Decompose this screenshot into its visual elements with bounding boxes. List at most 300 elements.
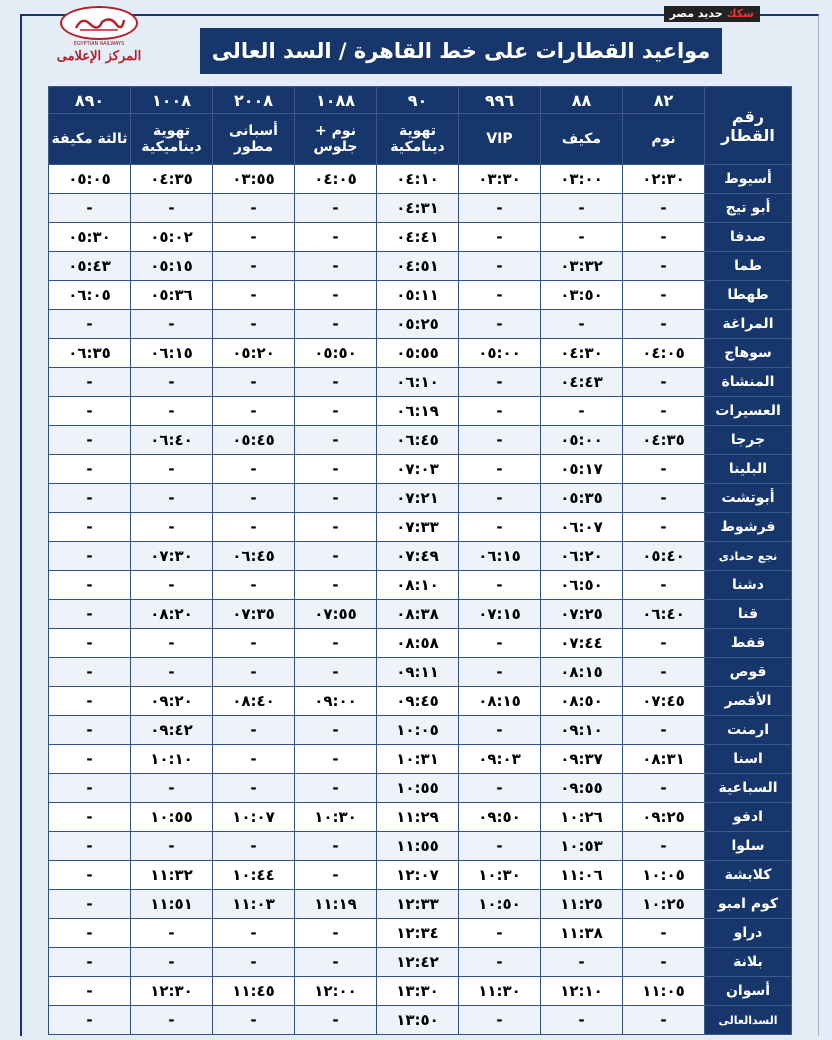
departure-time: ١٢:٤٢ <box>377 948 459 977</box>
departure-time: ١٠:٠٥ <box>623 861 705 890</box>
departure-time: - <box>459 397 541 426</box>
departure-time: ٠٥:٠٠ <box>459 339 541 368</box>
departure-time: ٠٩:١٠ <box>541 716 623 745</box>
departure-time: - <box>459 716 541 745</box>
departure-time: - <box>295 310 377 339</box>
table-row <box>49 774 792 803</box>
station-name: السدالعالى <box>705 1006 792 1035</box>
departure-time: ٠٥:٠٠ <box>541 426 623 455</box>
departure-time: ٠٤:٠٥ <box>295 165 377 194</box>
train-number: ٨٨ <box>541 87 623 114</box>
departure-time: - <box>541 310 623 339</box>
departure-time: ٠٨:٣٨ <box>377 600 459 629</box>
departure-time: - <box>459 513 541 542</box>
departure-time: - <box>49 513 131 542</box>
station-name: سوهاج <box>705 339 792 368</box>
station-name: السباعية <box>705 774 792 803</box>
departure-time: ١٠:٣٠ <box>295 803 377 832</box>
departure-time: ٠٣:٣٢ <box>541 252 623 281</box>
departure-time: - <box>623 513 705 542</box>
departure-time: ٠٦:٠٧ <box>541 513 623 542</box>
table-row <box>49 165 792 194</box>
departure-time: - <box>131 1006 213 1035</box>
departure-time: ١١:٤٥ <box>213 977 295 1006</box>
departure-time: - <box>459 774 541 803</box>
departure-time: ٠٧:٢٥ <box>541 600 623 629</box>
departure-time: ٠٩:٥٥ <box>541 774 623 803</box>
departure-time: - <box>213 310 295 339</box>
departure-time: - <box>541 397 623 426</box>
departure-time: - <box>295 252 377 281</box>
departure-time: - <box>623 658 705 687</box>
departure-time: ٠٨:٣١ <box>623 745 705 774</box>
departure-time: ١١:٥٥ <box>377 832 459 861</box>
train-type-row <box>49 114 792 165</box>
departure-time: ٠٣:٥٠ <box>541 281 623 310</box>
departure-time: ٠٧:٣٣ <box>377 513 459 542</box>
departure-time: - <box>49 455 131 484</box>
station-name: بلانة <box>705 948 792 977</box>
table-row <box>49 426 792 455</box>
departure-time: ٠٥:٣٦ <box>131 281 213 310</box>
departure-time: - <box>131 919 213 948</box>
departure-time: ٠٨:١٠ <box>377 571 459 600</box>
departure-time: - <box>131 368 213 397</box>
train-type: تهوية دينامكية <box>377 114 459 165</box>
train-type: ثالثة مكيفة <box>49 114 131 165</box>
departure-time: ١١:٥١ <box>131 890 213 919</box>
table-row <box>49 658 792 687</box>
departure-time: - <box>295 194 377 223</box>
departure-time: ٠٦:٤٠ <box>623 600 705 629</box>
station-name: أبو تيج <box>705 194 792 223</box>
train-number: ٨٢ <box>623 87 705 114</box>
departure-time: ٠٤:٠٥ <box>623 339 705 368</box>
departure-time: - <box>459 310 541 339</box>
table-row <box>49 919 792 948</box>
station-name: اسنا <box>705 745 792 774</box>
departure-time: ٠٨:١٥ <box>541 658 623 687</box>
departure-time: - <box>213 397 295 426</box>
station-name: أبوتشت <box>705 484 792 513</box>
departure-time: ٠٣:٣٠ <box>459 165 541 194</box>
departure-time: - <box>623 194 705 223</box>
departure-time: ٠٥:١٥ <box>131 252 213 281</box>
departure-time: ١٠:٥٠ <box>459 890 541 919</box>
departure-time: ١٠:٥٥ <box>131 803 213 832</box>
departure-time: - <box>623 484 705 513</box>
departure-time: - <box>49 948 131 977</box>
departure-time: ١١:٢٩ <box>377 803 459 832</box>
train-type: أسبانى مطور <box>213 114 295 165</box>
station-name: كلابشة <box>705 861 792 890</box>
table-row <box>49 1006 792 1035</box>
departure-time: ١١:٠٦ <box>541 861 623 890</box>
departure-time: - <box>213 571 295 600</box>
table-row <box>49 629 792 658</box>
train-number-header: رقم القطار <box>705 87 792 165</box>
departure-time: - <box>213 948 295 977</box>
departure-time: ٠٨:٢٠ <box>131 600 213 629</box>
departure-time: - <box>295 658 377 687</box>
table-row <box>49 310 792 339</box>
departure-time: - <box>623 716 705 745</box>
departure-time: - <box>295 832 377 861</box>
departure-time: ٠٧:٠٣ <box>377 455 459 484</box>
departure-time: - <box>49 919 131 948</box>
station-name: المنشاة <box>705 368 792 397</box>
departure-time: - <box>295 861 377 890</box>
departure-time: - <box>131 455 213 484</box>
departure-time: - <box>459 252 541 281</box>
departure-time: ١٢:٣٤ <box>377 919 459 948</box>
station-name: الأقصر <box>705 687 792 716</box>
departure-time: ١٠:٢٦ <box>541 803 623 832</box>
train-number: ٩٠ <box>377 87 459 114</box>
departure-time: - <box>49 426 131 455</box>
departure-time: ٠٩:٥٠ <box>459 803 541 832</box>
departure-time: ٠٦:٤٥ <box>213 542 295 571</box>
departure-time: - <box>459 426 541 455</box>
departure-time: - <box>623 252 705 281</box>
departure-time: ٠٢:٣٠ <box>623 165 705 194</box>
table-row <box>49 281 792 310</box>
departure-time: ١٢:٣٣ <box>377 890 459 919</box>
departure-time: - <box>213 368 295 397</box>
departure-time: ٠٩:١١ <box>377 658 459 687</box>
departure-time: ٠٧:٣٥ <box>213 600 295 629</box>
table-row <box>49 223 792 252</box>
departure-time: - <box>131 194 213 223</box>
station-name: قفط <box>705 629 792 658</box>
table-row <box>49 368 792 397</box>
departure-time: ٠٦:١٥ <box>131 339 213 368</box>
departure-time: - <box>295 948 377 977</box>
departure-time: - <box>213 281 295 310</box>
departure-time: ٠٧:٤٩ <box>377 542 459 571</box>
departure-time: - <box>49 484 131 513</box>
departure-time: ٠٥:٣٠ <box>49 223 131 252</box>
table-row <box>49 339 792 368</box>
departure-time: - <box>49 542 131 571</box>
table-row <box>49 513 792 542</box>
station-name: دراو <box>705 919 792 948</box>
departure-time: - <box>295 1006 377 1035</box>
departure-time: ٠٧:٣٠ <box>131 542 213 571</box>
railways-logo <box>40 6 158 70</box>
station-name: نجع حمادى <box>705 542 792 571</box>
departure-time: - <box>459 281 541 310</box>
departure-time: - <box>49 745 131 774</box>
table-row <box>49 832 792 861</box>
departure-time: - <box>49 1006 131 1035</box>
departure-time: - <box>49 977 131 1006</box>
departure-time: ١٠:٠٧ <box>213 803 295 832</box>
departure-time: ٠٥:٢٥ <box>377 310 459 339</box>
departure-time: - <box>213 484 295 513</box>
station-name: طهطا <box>705 281 792 310</box>
train-number: ٨٩٠ <box>49 87 131 114</box>
train-type: نوم <box>623 114 705 165</box>
departure-time: ٠٣:٠٠ <box>541 165 623 194</box>
departure-time: ١١:٣٠ <box>459 977 541 1006</box>
departure-time: - <box>295 629 377 658</box>
table-row <box>49 803 792 832</box>
departure-time: - <box>131 629 213 658</box>
departure-time: ٠٤:١٠ <box>377 165 459 194</box>
station-name: طما <box>705 252 792 281</box>
station-name: البلينا <box>705 455 792 484</box>
departure-time: - <box>623 571 705 600</box>
table-row <box>49 455 792 484</box>
station-name: قوص <box>705 658 792 687</box>
departure-time: - <box>213 252 295 281</box>
table-row <box>49 484 792 513</box>
departure-time: ٠٩:٢٠ <box>131 687 213 716</box>
departure-time: ٠٧:٢١ <box>377 484 459 513</box>
media-center-label: المركز الإعلامى <box>56 49 142 64</box>
logo-english-name: EGYPTIAN RAILWAYS <box>73 41 125 47</box>
departure-time: ٠٣:٥٥ <box>213 165 295 194</box>
station-name: أسوان <box>705 977 792 1006</box>
source-badge-text: حديد مصر <box>669 7 727 20</box>
departure-time: ٠٧:١٥ <box>459 600 541 629</box>
departure-time: - <box>131 310 213 339</box>
departure-time: - <box>459 455 541 484</box>
departure-time: - <box>213 832 295 861</box>
departure-time: - <box>295 542 377 571</box>
departure-time: ٠٥:٥٥ <box>377 339 459 368</box>
timetable <box>48 86 792 1028</box>
departure-time: - <box>213 194 295 223</box>
departure-time: - <box>213 1006 295 1035</box>
logo-emblem <box>60 6 138 40</box>
departure-time: ٠٤:٣٥ <box>623 426 705 455</box>
departure-time: ٠٨:٥٨ <box>377 629 459 658</box>
departure-time: ٠٥:١١ <box>377 281 459 310</box>
departure-time: ١٠:٣٠ <box>459 861 541 890</box>
timetable-body <box>49 165 792 1035</box>
departure-time: - <box>623 223 705 252</box>
departure-time: - <box>623 774 705 803</box>
train-type: نوم + جلوس <box>295 114 377 165</box>
departure-time: - <box>49 658 131 687</box>
station-name: العسيرات <box>705 397 792 426</box>
departure-time: - <box>49 716 131 745</box>
departure-time: ٠٨:٥٠ <box>541 687 623 716</box>
departure-time: - <box>623 368 705 397</box>
departure-time: ٠٥:٥٠ <box>295 339 377 368</box>
table-row <box>49 687 792 716</box>
station-name: كوم امبو <box>705 890 792 919</box>
table-row <box>49 745 792 774</box>
table-row <box>49 397 792 426</box>
departure-time: - <box>459 948 541 977</box>
train-number: ٢٠٠٨ <box>213 87 295 114</box>
departure-time: ٠٥:٠٥ <box>49 165 131 194</box>
departure-time: - <box>131 658 213 687</box>
source-badge <box>664 6 760 22</box>
departure-time: ٠٩:٢٥ <box>623 803 705 832</box>
departure-time: ١٠:٠٥ <box>377 716 459 745</box>
departure-time: ١٣:٣٠ <box>377 977 459 1006</box>
departure-time: - <box>459 484 541 513</box>
table-row <box>49 571 792 600</box>
train-type: VIP <box>459 114 541 165</box>
departure-time: - <box>49 310 131 339</box>
table-row <box>49 716 792 745</box>
train-number: ٩٩٦ <box>459 87 541 114</box>
station-name: فرشوط <box>705 513 792 542</box>
departure-time: - <box>459 919 541 948</box>
departure-time: - <box>49 774 131 803</box>
departure-time: ٠٦:٥٠ <box>541 571 623 600</box>
timetable-grid <box>48 86 792 1035</box>
departure-time: ١١:٣٨ <box>541 919 623 948</box>
departure-time: - <box>49 890 131 919</box>
train-number: ١٠٨٨ <box>295 87 377 114</box>
departure-time: - <box>623 310 705 339</box>
table-row <box>49 542 792 571</box>
table-row <box>49 600 792 629</box>
departure-time: ٠٥:٢٠ <box>213 339 295 368</box>
departure-time: ١٠:٣١ <box>377 745 459 774</box>
departure-time: ٠٤:٥١ <box>377 252 459 281</box>
departure-time: - <box>213 223 295 252</box>
departure-time: - <box>541 1006 623 1035</box>
departure-time: - <box>213 513 295 542</box>
departure-time: ٠٥:٠٢ <box>131 223 213 252</box>
departure-time: - <box>295 426 377 455</box>
table-row <box>49 948 792 977</box>
departure-time: - <box>131 948 213 977</box>
departure-time: - <box>49 861 131 890</box>
departure-time: - <box>459 1006 541 1035</box>
departure-time: ٠٦:٢٠ <box>541 542 623 571</box>
station-name: دشنا <box>705 571 792 600</box>
departure-time: ٠٤:٤٣ <box>541 368 623 397</box>
source-badge-accent: سكك <box>726 7 754 20</box>
departure-time: - <box>623 832 705 861</box>
table-row <box>49 861 792 890</box>
departure-time: - <box>49 397 131 426</box>
departure-time: ٠٥:٤٥ <box>213 426 295 455</box>
departure-time: ١٠:٢٥ <box>623 890 705 919</box>
departure-time: ٠٦:٠٥ <box>49 281 131 310</box>
departure-time: ٠٩:٤٢ <box>131 716 213 745</box>
departure-time: - <box>295 281 377 310</box>
departure-time: - <box>213 455 295 484</box>
departure-time: ٠٤:٣٥ <box>131 165 213 194</box>
station-name: صدفا <box>705 223 792 252</box>
departure-time: - <box>213 716 295 745</box>
departure-time: - <box>213 919 295 948</box>
train-type: مكيف <box>541 114 623 165</box>
departure-time: - <box>213 658 295 687</box>
departure-time: ١٢:٣٠ <box>131 977 213 1006</box>
station-name: سلوا <box>705 832 792 861</box>
departure-time: - <box>131 832 213 861</box>
departure-time: ٠٦:١٥ <box>459 542 541 571</box>
departure-time: - <box>295 745 377 774</box>
departure-time: - <box>49 368 131 397</box>
departure-time: - <box>541 948 623 977</box>
departure-time: ١٢:٠٧ <box>377 861 459 890</box>
departure-time: ٠٩:٤٥ <box>377 687 459 716</box>
table-row <box>49 194 792 223</box>
station-name: جرجا <box>705 426 792 455</box>
page-title: مواعيد القطارات على خط القاهرة / السد العالى <box>200 28 722 74</box>
station-name: ارمنت <box>705 716 792 745</box>
departure-time: ١٠:١٠ <box>131 745 213 774</box>
departure-time: - <box>295 223 377 252</box>
departure-time: - <box>623 948 705 977</box>
departure-time: ٠٦:٤٥ <box>377 426 459 455</box>
departure-time: ٠٥:١٧ <box>541 455 623 484</box>
departure-time: ٠٧:٤٤ <box>541 629 623 658</box>
departure-time: - <box>213 745 295 774</box>
departure-time: - <box>623 281 705 310</box>
departure-time: - <box>49 600 131 629</box>
departure-time: - <box>131 484 213 513</box>
departure-time: - <box>295 919 377 948</box>
departure-time: - <box>623 455 705 484</box>
departure-time: - <box>213 774 295 803</box>
departure-time: - <box>459 571 541 600</box>
departure-time: - <box>49 803 131 832</box>
departure-time: - <box>295 774 377 803</box>
departure-time: ٠٤:٤١ <box>377 223 459 252</box>
station-name: قنا <box>705 600 792 629</box>
departure-time: - <box>295 397 377 426</box>
table-row <box>49 890 792 919</box>
departure-time: ٠٥:٤٠ <box>623 542 705 571</box>
departure-time: ٠٧:٤٥ <box>623 687 705 716</box>
departure-time: - <box>459 658 541 687</box>
departure-time: ١٢:١٠ <box>541 977 623 1006</box>
table-row <box>49 252 792 281</box>
departure-time: - <box>459 223 541 252</box>
train-number-row <box>49 87 792 114</box>
departure-time: ١٠:٥٣ <box>541 832 623 861</box>
departure-time: ٠٤:٣٠ <box>541 339 623 368</box>
departure-time: - <box>459 629 541 658</box>
departure-time: ١١:٠٥ <box>623 977 705 1006</box>
table-row <box>49 977 792 1006</box>
departure-time: - <box>49 629 131 658</box>
station-name: المراغة <box>705 310 792 339</box>
departure-time: ٠٦:٤٠ <box>131 426 213 455</box>
departure-time: - <box>49 194 131 223</box>
departure-time: ٠٤:٣١ <box>377 194 459 223</box>
departure-time: - <box>295 716 377 745</box>
departure-time: ٠٧:٥٥ <box>295 600 377 629</box>
departure-time: ١١:٠٣ <box>213 890 295 919</box>
departure-time: ٠٨:٤٠ <box>213 687 295 716</box>
departure-time: ٠٥:٣٥ <box>541 484 623 513</box>
departure-time: - <box>49 571 131 600</box>
departure-time: ٠٩:٠٠ <box>295 687 377 716</box>
departure-time: - <box>541 223 623 252</box>
departure-time: - <box>131 397 213 426</box>
departure-time: ٠٩:٠٣ <box>459 745 541 774</box>
station-name: ادفو <box>705 803 792 832</box>
departure-time: ١٠:٤٤ <box>213 861 295 890</box>
departure-time: ٠٦:٣٥ <box>49 339 131 368</box>
departure-time: ١٣:٥٠ <box>377 1006 459 1035</box>
departure-time: - <box>49 687 131 716</box>
departure-time: - <box>213 629 295 658</box>
